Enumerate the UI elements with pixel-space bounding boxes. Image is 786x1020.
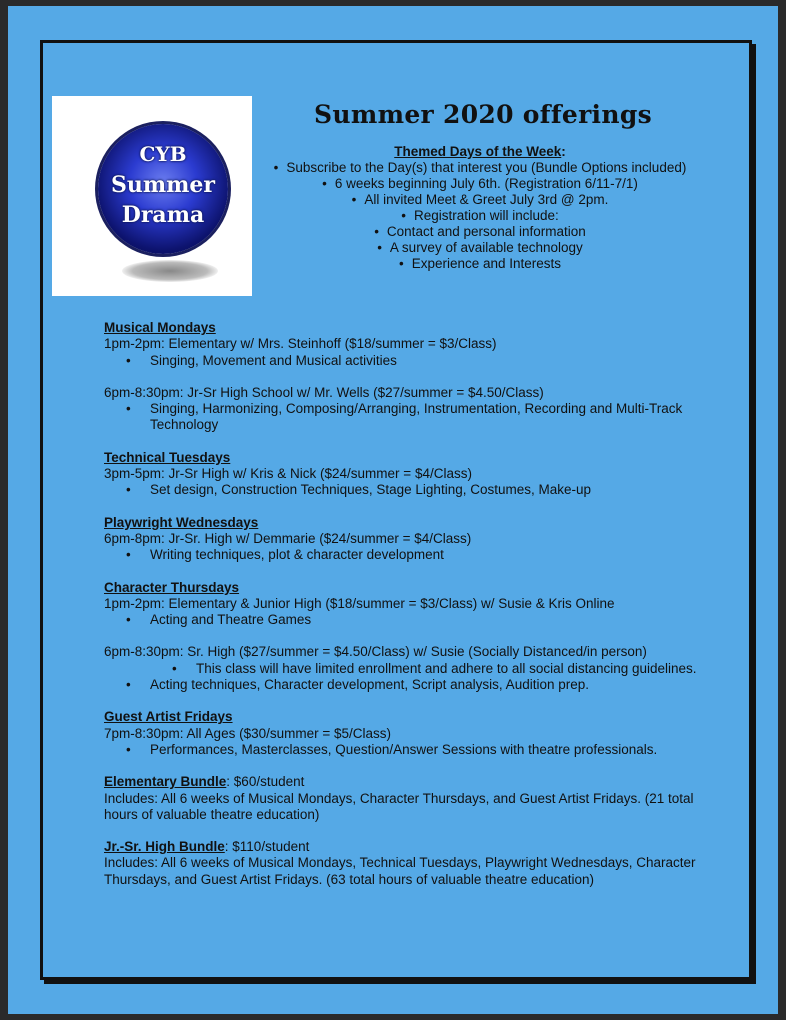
class-detail: • Performances, Masterclasses, Question/Answer Sessions with theatre professionals. [104, 742, 704, 758]
flyer-sheet [8, 6, 778, 1014]
class-detail: • Acting and Theatre Games [104, 612, 704, 628]
schedule-body [104, 320, 704, 888]
logo-line-1: CYB [139, 142, 187, 166]
logo-shadow [122, 260, 218, 282]
intro-heading-row [270, 144, 690, 160]
section-title: Technical Tuesdays [104, 449, 231, 465]
logo-line-2: Summer [110, 172, 216, 198]
class-detail: • This class will have limited enrollment and adhere to all social distancing guidelines. [104, 661, 704, 677]
elementary-bundle [104, 774, 704, 823]
class-detail: • Set design, Construction Techniques, Stage Lighting, Costumes, Make-up [104, 482, 704, 498]
bundle-description: Includes: All 6 weeks of Musical Mondays, Character Thursdays, and Guest Artist Fridays. (21 total hours of valuable theatre education) [104, 790, 694, 822]
intro-item: • 6 weeks beginning July 6th. (Registration 6/11-7/1) [270, 176, 690, 192]
class-detail: • Singing, Movement and Musical activities [104, 353, 704, 369]
jr-sr-high-bundle [104, 839, 704, 888]
section-title: Guest Artist Fridays [104, 709, 233, 725]
bundle-price: : $60/student [226, 774, 305, 790]
section-title: Character Thursdays [104, 579, 240, 595]
logo-line-3: Drama [121, 202, 205, 228]
section-title: Musical Mondays [104, 320, 216, 335]
intro-heading: Themed Days of the Week [394, 144, 562, 159]
section-title: Playwright Wednesdays [104, 514, 259, 530]
section-musical-mondays [104, 320, 704, 434]
section-character-thursdays [104, 580, 704, 694]
intro-block [270, 144, 690, 272]
class-time: 3pm-5pm: Jr-Sr High w/ Kris & Nick ($24/summer = $4/Class) [104, 466, 472, 482]
intro-item: • Subscribe to the Day(s) that interest you (Bundle Options included) [270, 160, 690, 176]
class-detail: • Acting techniques, Character development, Script analysis, Audition prep. [104, 677, 704, 693]
intro-list [270, 160, 690, 272]
bundle-description: Includes: All 6 weeks of Musical Mondays, Technical Tuesdays, Playwright Wednesdays, Character Thursdays, and Guest Artist Fridays. (63 total hours of valuable theatre education) [104, 855, 696, 887]
intro-item: • A survey of available technology [270, 240, 690, 256]
class-detail: • Writing techniques, plot & character development [104, 547, 704, 563]
bundle-label: Jr.-Sr. High Bundle [104, 839, 225, 855]
page-title: Summer 2020 offerings [314, 100, 652, 129]
class-time: 1pm-2pm: Elementary w/ Mrs. Steinhoff ($18/summer = $3/Class) [104, 336, 497, 352]
class-time: 6pm-8:30pm: Jr-Sr High School w/ Mr. Wells ($27/summer = $4.50/Class) [104, 384, 544, 400]
bundle-heading [104, 774, 704, 790]
section-guest-artist-fridays [104, 709, 704, 758]
intro-item: • Registration will include: [270, 208, 690, 224]
logo-disc [98, 124, 228, 254]
intro-heading-colon: : [561, 144, 566, 159]
class-detail: • Singing, Harmonizing, Composing/Arranging, Instrumentation, Recording and Multi-Track Technology [104, 401, 704, 434]
bundle-price: : $110/student [224, 839, 310, 855]
class-time: 7pm-8:30pm: All Ages ($30/summer = $5/Class) [104, 725, 392, 741]
bundle-heading [104, 839, 704, 855]
section-technical-tuesdays [104, 450, 704, 499]
class-time: 6pm-8:30pm: Sr. High ($27/summer = $4.50/Class) w/ Susie (Socially Distanced/in person) [104, 644, 647, 660]
logo [52, 96, 252, 296]
section-playwright-wednesdays [104, 515, 704, 564]
intro-item: • Experience and Interests [270, 256, 690, 272]
class-time: 6pm-8pm: Jr-Sr. High w/ Demmarie ($24/summer = $4/Class) [104, 530, 472, 546]
intro-item: • Contact and personal information [270, 224, 690, 240]
bundle-label: Elementary Bundle [104, 774, 227, 790]
intro-item: • All invited Meet & Greet July 3rd @ 2pm. [270, 192, 690, 208]
class-time: 1pm-2pm: Elementary & Junior High ($18/summer = $3/Class) w/ Susie & Kris Online [104, 595, 615, 611]
